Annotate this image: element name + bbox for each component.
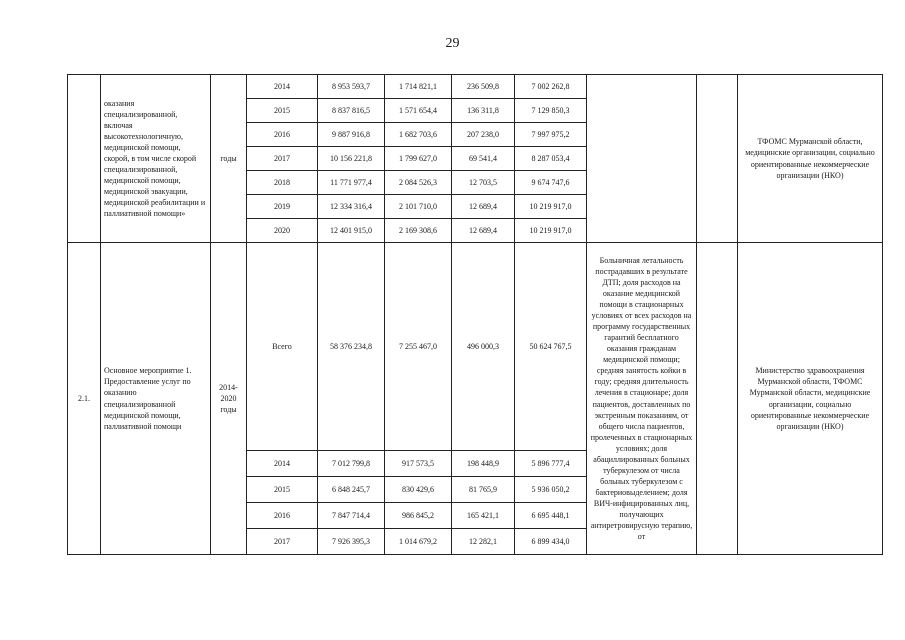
federal-budget-cell: 1 014 679,2 — [385, 529, 452, 555]
empty-cell — [697, 75, 738, 243]
year-cell: 2017 — [247, 147, 318, 171]
other-sources-cell: 10 219 917,0 — [515, 195, 587, 219]
other-sources-cell: 7 002 262,8 — [515, 75, 587, 99]
executor-cell: Министерство здравоохранения Мурманской области, ТФОМС Мурманской области, медицинские организации, социально ориентированные некоммерческие организации (НКО) — [738, 243, 883, 555]
year-cell: 2014 — [247, 75, 318, 99]
year-cell: 2015 — [247, 477, 318, 503]
federal-budget-cell: 1 571 654,4 — [385, 99, 452, 123]
total-label-cell: Всего — [247, 243, 318, 451]
regional-budget-cell: 236 509,8 — [452, 75, 515, 99]
year-cell: 2018 — [247, 171, 318, 195]
federal-budget-cell: 2 169 308,6 — [385, 219, 452, 243]
regional-budget-cell: 69 541,4 — [452, 147, 515, 171]
other-sources-cell: 6 899 434,0 — [515, 529, 587, 555]
total-cell: 58 376 234,8 — [318, 243, 385, 451]
other-sources-cell: 7 129 850,3 — [515, 99, 587, 123]
other-sources-cell: 6 695 448,1 — [515, 503, 587, 529]
total-cell: 7 012 799,8 — [318, 451, 385, 477]
regional-budget-cell: 496 000,3 — [452, 243, 515, 451]
program-budget-table — [67, 74, 883, 555]
regional-budget-cell: 12 689,4 — [452, 195, 515, 219]
federal-budget-cell: 2 101 710,0 — [385, 195, 452, 219]
other-sources-cell: 5 936 050,2 — [515, 477, 587, 503]
federal-budget-cell: 1 714 821,1 — [385, 75, 452, 99]
other-sources-cell: 8 287 053,4 — [515, 147, 587, 171]
row-index-cell: 2.1. — [68, 243, 101, 555]
federal-budget-cell: 7 255 467,0 — [385, 243, 452, 451]
federal-budget-cell: 1 682 703,6 — [385, 123, 452, 147]
total-cell: 12 401 915,0 — [318, 219, 385, 243]
total-cell: 9 887 916,8 — [318, 123, 385, 147]
regional-budget-cell: 136 311,8 — [452, 99, 515, 123]
table-row — [68, 75, 883, 99]
total-cell: 7 847 714,4 — [318, 503, 385, 529]
regional-budget-cell: 81 765,9 — [452, 477, 515, 503]
measure-name-cell: Основное мероприятие 1. Предоставление услуг по оказанию специализированной медицинской помощи, паллиативной помощи — [101, 243, 211, 555]
total-cell: 7 926 395,3 — [318, 529, 385, 555]
total-cell: 12 334 316,4 — [318, 195, 385, 219]
period-cell: 2014-2020 годы — [211, 243, 247, 555]
empty-cell — [697, 243, 738, 555]
table-row — [68, 243, 883, 451]
other-sources-cell: 9 674 747,6 — [515, 171, 587, 195]
year-cell: 2020 — [247, 219, 318, 243]
period-cell: годы — [211, 75, 247, 243]
regional-budget-cell: 207 238,0 — [452, 123, 515, 147]
other-sources-cell: 10 219 917,0 — [515, 219, 587, 243]
indicators-cell: Больничная летальность пострадавших в результате ДТП; доля расходов на оказание медицинской помощи в стационарных условиях от всех расходов на программу государственных гарантий бесплатного оказания гражданам медицинской помощи; средняя занятость койки в году; средняя длительность лечения в стационаре; доля пациентов, доставленных по экстренным показаниям, от общего числа пациентов, пролеченных в стационарных условиях; доля абациллированных больных туберкулезом от числа больных туберкулезом с бактериовыделением; доля ВИЧ-инфицированных лиц, получающих антиретровирусную терапию, от — [587, 243, 697, 555]
measure-name-cell: оказания специализированной, включая высокотехнологичную, медицинской помощи, скорой, в том числе скорой специализированной, медицинской помощи, медицинской эвакуации, медицинской реабилитации и паллиативной помощи» — [101, 75, 211, 243]
other-sources-cell: 7 997 975,2 — [515, 123, 587, 147]
year-cell: 2015 — [247, 99, 318, 123]
federal-budget-cell: 2 084 526,3 — [385, 171, 452, 195]
federal-budget-cell: 830 429,6 — [385, 477, 452, 503]
regional-budget-cell: 12 282,1 — [452, 529, 515, 555]
year-cell: 2016 — [247, 123, 318, 147]
other-sources-cell: 50 624 767,5 — [515, 243, 587, 451]
other-sources-cell: 5 896 777,4 — [515, 451, 587, 477]
federal-budget-cell: 1 799 627,0 — [385, 147, 452, 171]
regional-budget-cell: 12 703,5 — [452, 171, 515, 195]
total-cell: 10 156 221,8 — [318, 147, 385, 171]
total-cell: 8 953 593,7 — [318, 75, 385, 99]
page-number: 29 — [445, 36, 460, 51]
total-cell: 11 771 977,4 — [318, 171, 385, 195]
regional-budget-cell: 198 448,9 — [452, 451, 515, 477]
executor-cell: ТФОМС Мурманской области, медицинские организации, социально ориентированные некоммерческие организации (НКО) — [738, 75, 883, 243]
year-cell: 2016 — [247, 503, 318, 529]
total-cell: 6 848 245,7 — [318, 477, 385, 503]
regional-budget-cell: 12 689,4 — [452, 219, 515, 243]
year-cell: 2014 — [247, 451, 318, 477]
indicators-cell — [587, 75, 697, 243]
total-cell: 8 837 816,5 — [318, 99, 385, 123]
year-cell: 2019 — [247, 195, 318, 219]
row-index-cell — [68, 75, 101, 243]
regional-budget-cell: 165 421,1 — [452, 503, 515, 529]
year-cell: 2017 — [247, 529, 318, 555]
federal-budget-cell: 917 573,5 — [385, 451, 452, 477]
federal-budget-cell: 986 845,2 — [385, 503, 452, 529]
